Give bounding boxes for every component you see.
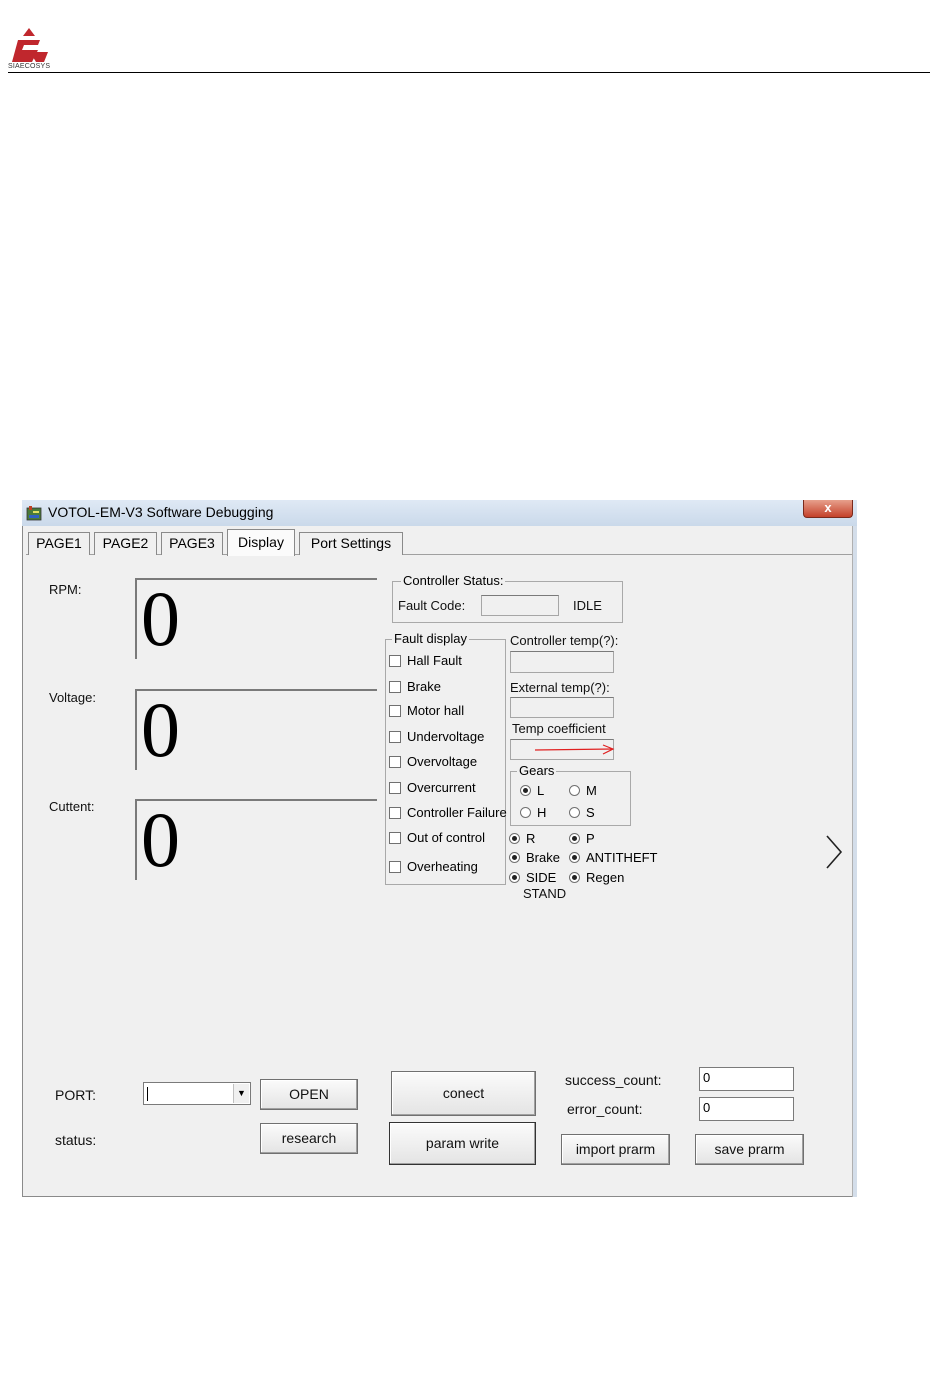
fault-display-title: Fault display [394,631,467,646]
current-readout [135,796,377,883]
annotation-arrow-icon [535,744,617,756]
connect-button[interactable]: conect [391,1071,536,1116]
success-count-label: success_count: [565,1072,662,1088]
checkbox-icon[interactable] [389,655,401,667]
gears-group: Gears L M H S [510,771,631,826]
checkbox-icon[interactable] [389,782,401,794]
radio-icon[interactable] [509,872,520,883]
radio-icon[interactable] [569,872,580,883]
controller-state: IDLE [573,598,602,613]
tab-port-settings[interactable]: Port Settings [299,532,403,555]
window-title: VOTOL-EM-V3 Software Debugging [48,504,274,520]
rpm-value: 0 [141,575,180,662]
radio-icon[interactable] [509,852,520,863]
checkbox-icon[interactable] [389,756,401,768]
fault-display-group: Fault display Hall Fault Brake Motor hall Undervoltage Overvoltage Overcurrent Controller Failure Out of control Overheating [385,639,506,885]
research-button[interactable]: research [260,1123,358,1154]
dropdown-arrow-icon[interactable]: ▼ [233,1084,249,1103]
chevron-right-icon[interactable] [823,834,845,870]
checkbox-icon[interactable] [389,705,401,717]
tab-page3[interactable]: PAGE3 [161,532,223,555]
rpm-label: RPM: [49,582,82,597]
controller-temp-field[interactable] [510,651,614,673]
window-right-frame [852,526,857,1197]
app-window [22,500,857,1197]
window-body: PAGE1 PAGE2 PAGE3 Display Port Settings RPM: 0 Voltage: 0 Cuttent: 0 Controller Status: Fault Code: IDLE Fault display Hall Fault Brake Motor hall Undervoltage Overvoltage Overcurrent Controller Failure Out of control Overheating Controller temp(?): External temp(?): Temp coefficient Gears L M H S R P Brake ANTITHEFT SIDE STAND Regen PORT: ▼ OPEN status: research conect param write success_count: 0 error_count: 0 import prarm save prarm [22,526,857,1197]
open-button[interactable]: OPEN [260,1079,358,1110]
controller-temp-label: Controller temp(?): [510,633,619,648]
controller-status-title: Controller Status: [403,573,504,588]
close-button[interactable]: x [803,500,853,518]
voltage-value: 0 [141,686,180,773]
import-param-button[interactable]: import prarm [561,1134,670,1165]
tab-page2[interactable]: PAGE2 [94,532,157,555]
radio-icon[interactable] [520,807,531,818]
status-label: status: [55,1132,97,1148]
current-value: 0 [141,796,180,883]
current-label: Cuttent: [49,799,95,814]
flag-side-stand-line2: STAND [523,886,567,901]
radio-icon[interactable] [569,807,580,818]
fault-code-label: Fault Code: [398,598,466,613]
external-temp-label: External temp(?): [510,680,610,695]
radio-icon[interactable] [569,833,580,844]
error-count-field[interactable]: 0 [699,1097,794,1121]
fault-code-field[interactable] [481,595,559,616]
controller-status-group [392,573,623,623]
checkbox-icon[interactable] [389,861,401,873]
error-count-label: error_count: [567,1101,643,1117]
checkbox-icon[interactable] [389,832,401,844]
app-icon [26,505,42,521]
checkbox-icon[interactable] [389,731,401,743]
rpm-readout [135,575,377,662]
radio-icon[interactable] [569,852,580,863]
tab-page1[interactable]: PAGE1 [28,532,90,555]
external-temp-field[interactable] [510,697,614,718]
radio-icon[interactable] [569,785,580,796]
temp-coefficient-label: Temp coefficient [512,721,606,736]
voltage-label: Voltage: [49,690,96,705]
radio-icon[interactable] [509,833,520,844]
tab-display[interactable]: Display [227,529,295,556]
checkbox-icon[interactable] [389,681,401,693]
title-bar[interactable] [22,500,857,526]
save-param-button[interactable]: save prarm [695,1134,804,1165]
header-rule [8,72,930,73]
success-count-field[interactable]: 0 [699,1067,794,1091]
port-select[interactable] [143,1082,251,1105]
param-write-button[interactable]: param write [389,1122,536,1165]
voltage-readout [135,686,377,773]
port-label: PORT: [55,1087,96,1103]
logo-text: SIAECOSYS [8,63,51,70]
gears-title: Gears [519,763,555,778]
tab-bar [26,529,852,555]
radio-icon[interactable] [520,785,531,796]
text-caret [147,1087,148,1101]
checkbox-icon[interactable] [389,807,401,819]
